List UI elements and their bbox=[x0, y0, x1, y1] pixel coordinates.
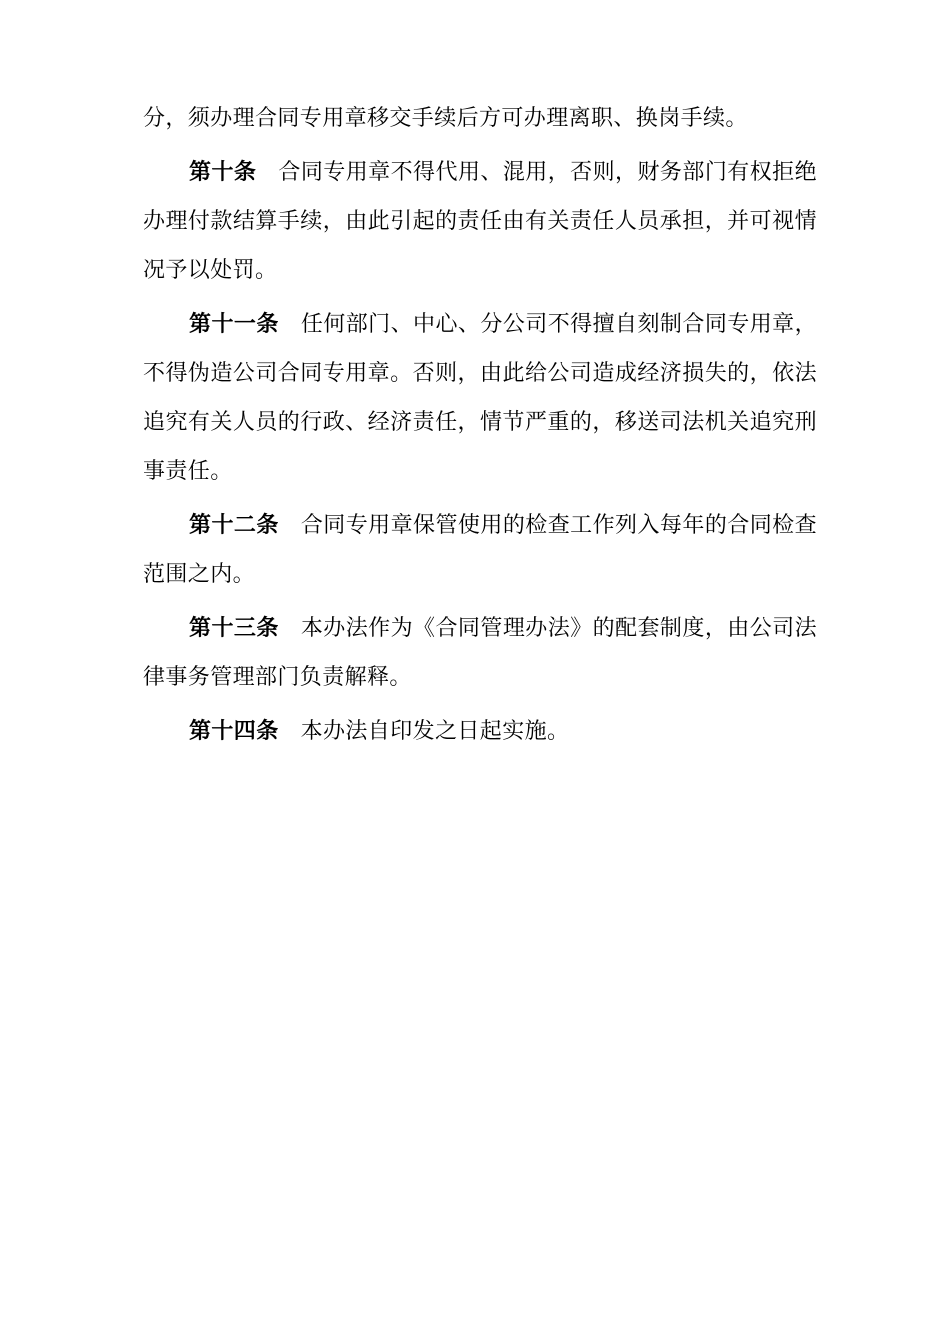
article-text: 合同专用章保管使用的检查工作列入每年的合同检查范围之内。 bbox=[143, 513, 817, 587]
article-11 bbox=[143, 300, 817, 496]
document-body bbox=[143, 94, 817, 761]
article-13 bbox=[143, 604, 817, 702]
article-number: 第十条 bbox=[189, 160, 257, 185]
paragraph-text: 分，须办理合同专用章移交手续后方可办理离职、换岗手续。 bbox=[143, 106, 748, 131]
article-14 bbox=[143, 707, 817, 756]
article-number: 第十四条 bbox=[189, 719, 279, 744]
article-text: 本办法自印发之日起实施。 bbox=[300, 719, 570, 744]
article-12 bbox=[143, 501, 817, 599]
article-number: 第十二条 bbox=[189, 513, 279, 538]
article-text: 合同专用章不得代用、混用，否则，财务部门有权拒绝办理付款结算手续，由此引起的责任由有关责任人员承担，并可视情况予以处罚。 bbox=[143, 160, 818, 283]
paragraph-continuation bbox=[143, 94, 817, 143]
article-text: 任何部门、中心、分公司不得擅自刻制合同专用章，不得伪造公司合同专用章。否则，由此给公司造成经济损失的，依法追究有关人员的行政、经济责任，情节严重的，移送司法机关追究刑事责任。 bbox=[143, 312, 817, 484]
article-number: 第十三条 bbox=[189, 616, 279, 641]
article-10 bbox=[143, 148, 817, 295]
article-number: 第十一条 bbox=[189, 312, 279, 337]
article-text: 本办法作为《合同管理办法》的配套制度，由公司法律事务管理部门负责解释。 bbox=[143, 616, 817, 690]
